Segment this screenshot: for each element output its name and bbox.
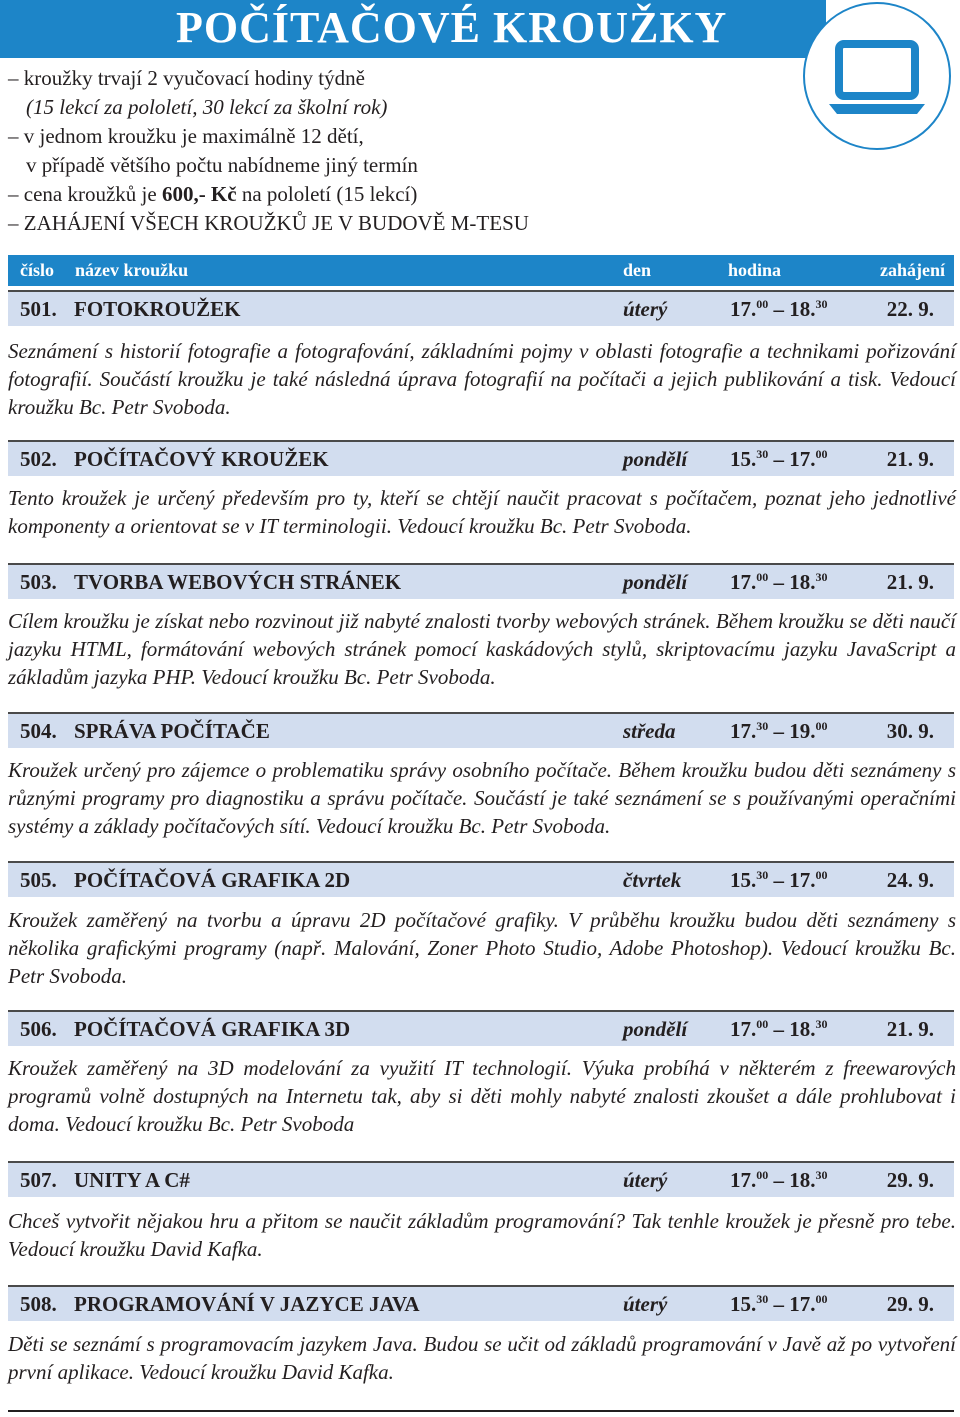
time-from-hour: 15. <box>730 447 757 471</box>
course-number: 505. <box>20 868 57 892</box>
course-description: Tento kroužek je určený především pro ty, kteří se chtějí naučit pracovat s počítačem, poznat jeho jednotlivé komponenty a orientovat se v IT terminologii. Vedoucí kroužku Bc. Petr Svoboda. <box>8 486 956 538</box>
time-to-minute: 30 <box>815 1168 828 1182</box>
time-to-minute: 00 <box>815 447 828 461</box>
logo-badge <box>803 2 951 150</box>
time-to-minute: 00 <box>815 1292 828 1306</box>
intro-line: – kroužky trvají 2 vyučovací hodiny týdně <box>8 66 365 90</box>
column-day-header: den <box>623 260 652 280</box>
course-row <box>8 1285 954 1321</box>
intro-price-value: 600,- Kč <box>161 182 237 206</box>
time-to-hour: 18. <box>789 297 816 321</box>
time-to-hour: 18. <box>789 570 816 594</box>
course-start-date: 21. 9. <box>886 447 934 471</box>
column-start-header: zahájení <box>880 260 945 280</box>
course-time: 15.30 – 17.00 <box>730 1292 828 1316</box>
time-to-hour: 19. <box>789 719 816 743</box>
time-to-minute: 30 <box>815 570 828 584</box>
course-name: POČÍTAČOVÁ GRAFIKA 3D <box>74 1017 351 1041</box>
intro-line: – v jednom kroužku je maximálně 12 dětí, <box>8 124 364 148</box>
course-name: SPRÁVA POČÍTAČE <box>74 719 270 743</box>
column-time-header: hodina <box>728 260 782 280</box>
time-to-hour: 17. <box>789 1292 816 1316</box>
course-description: Seznámení s historií fotografie a fotografování, základními pojmy v oblasti fotografie a technikami pořizování fotografií. Součástí kroužku je také následná úprava fotografií na počítači a jejich publikování a tisk. Vedoucí kroužku Bc. Petr Svoboda. <box>8 339 956 419</box>
time-to-hour: 18. <box>789 1168 816 1192</box>
time-to-hour: 17. <box>789 447 816 471</box>
course-start-date: 22. 9. <box>886 297 934 321</box>
column-number-header: číslo <box>20 260 54 280</box>
course-row <box>8 1161 954 1197</box>
course-row <box>8 1010 954 1046</box>
column-name-header: název kroužku <box>75 260 189 280</box>
course-time: 17.00 – 18.30 <box>730 1017 828 1041</box>
time-to-minute: 30 <box>815 297 828 311</box>
course-row <box>8 861 954 897</box>
course-name: POČÍTAČOVÁ GRAFIKA 2D <box>74 868 351 892</box>
time-from-minute: 30 <box>756 868 769 882</box>
time-from-minute: 30 <box>756 719 769 733</box>
intro-line: – ZAHÁJENÍ VŠECH KROUŽKŮ JE V BUDOVĚ M-TESU <box>8 211 529 235</box>
time-from-hour: 17. <box>730 1168 757 1192</box>
course-time: 17.00 – 18.30 <box>730 297 828 321</box>
course-time: 17.00 – 18.30 <box>730 570 828 594</box>
intro-line: v případě většího počtu nabídneme jiný termín <box>26 153 418 177</box>
course-name: UNITY A C# <box>74 1168 190 1192</box>
course-name: POČÍTAČOVÝ KROUŽEK <box>74 447 329 471</box>
course-name: FOTOKROUŽEK <box>74 297 241 321</box>
intro-line: (15 lekcí za pololetí, 30 lekcí za školní rok) <box>26 95 388 119</box>
time-from-hour: 15. <box>730 1292 757 1316</box>
time-from-minute: 30 <box>756 447 769 461</box>
course-description: Kroužek určený pro zájemce o problematiku správy osobního počítače. Během kroužku budou děti seznámeny s různými programy pro diagnostiku a správu počítače. Součástí je také seznámení se s používanými operačními systémy a základy počítačových sítí. Vedoucí kroužku Bc. Petr Svoboda. <box>8 758 956 838</box>
course-day: úterý <box>623 1292 668 1316</box>
course-name: TVORBA WEBOVÝCH STRÁNEK <box>74 570 402 594</box>
course-day: čtvrtek <box>623 868 682 892</box>
laptop-icon <box>805 4 949 148</box>
time-to-minute: 30 <box>815 1017 828 1031</box>
course-row <box>8 440 954 476</box>
course-description: Děti se seznámí s programovacím jazykem Java. Budou se učit od základů programování v Javě až po vytvoření první aplikace. Vedoucí kroužku David Kafka. <box>8 1332 956 1384</box>
course-time: 17.30 – 19.00 <box>730 719 828 743</box>
course-number: 503. <box>20 570 57 594</box>
course-time: 15.30 – 17.00 <box>730 868 828 892</box>
time-to-minute: 00 <box>815 719 828 733</box>
course-day: úterý <box>623 1168 668 1192</box>
course-time: 15.30 – 17.00 <box>730 447 828 471</box>
course-row <box>8 712 954 748</box>
course-number: 506. <box>20 1017 57 1041</box>
course-description: Cílem kroužku je získat nebo rozvinout již nabyté znalosti tvorby webových stránek. Během kroužku se děti naučí jazyku HTML, formátování webových stránek pomocí kaskádových stylů, skriptovacímu jazyku JavaScript a základům jazyka PHP. Vedoucí kroužku Bc. Petr Svoboda. <box>8 609 956 689</box>
time-from-hour: 15. <box>730 868 757 892</box>
table-header <box>8 255 954 286</box>
time-from-minute: 00 <box>756 1017 769 1031</box>
course-description: Kroužek zaměřený na 3D modelování za využití IT technologií. Výuka probíhá v některém z freewarových programů volně dostupných na Internetu tak, aby si děti mohly nabyté znalosti zkoušet a dále prohlubovat i doma. Vedoucí kroužku Bc. Petr Svoboda <box>8 1056 956 1136</box>
course-name: PROGRAMOVÁNÍ V JAZYCE JAVA <box>74 1292 420 1316</box>
page-title: POČÍTAČOVÉ KROUŽKY <box>176 3 728 52</box>
course-row <box>8 563 954 599</box>
course-day: pondělí <box>623 1017 688 1041</box>
course-time: 17.00 – 18.30 <box>730 1168 828 1192</box>
bottom-rule <box>8 1410 954 1412</box>
course-description: Chceš vytvořit nějakou hru a přitom se naučit základům programování? Tak tenhle kroužek je přesně pro tebe. Vedoucí kroužku David Kafka. <box>8 1209 956 1261</box>
course-number: 508. <box>20 1292 57 1316</box>
course-start-date: 24. 9. <box>886 868 934 892</box>
course-day: úterý <box>623 297 668 321</box>
course-number: 501. <box>20 297 57 321</box>
course-number: 502. <box>20 447 57 471</box>
time-from-minute: 30 <box>756 1292 769 1306</box>
time-from-minute: 00 <box>756 1168 769 1182</box>
time-from-hour: 17. <box>730 1017 757 1041</box>
course-start-date: 30. 9. <box>886 719 934 743</box>
course-start-date: 21. 9. <box>886 570 934 594</box>
course-start-date: 21. 9. <box>886 1017 934 1041</box>
course-row <box>8 290 954 326</box>
time-to-hour: 18. <box>789 1017 816 1041</box>
course-number: 507. <box>20 1168 57 1192</box>
course-description: Kroužek zaměřený na tvorbu a úpravu 2D počítačové grafiky. V průběhu kroužku budou děti seznámeny s několika grafickými programy (např. Malování, Zoner Photo Studio, Adobe Photoshop). Vedoucí kroužku Bc. Petr Svoboda. <box>8 908 956 988</box>
course-day: pondělí <box>623 447 688 471</box>
course-number: 504. <box>20 719 57 743</box>
course-day: středa <box>623 719 676 743</box>
time-from-minute: 00 <box>756 297 769 311</box>
time-from-hour: 17. <box>730 719 757 743</box>
intro-list <box>8 64 529 238</box>
time-from-hour: 17. <box>730 297 757 321</box>
time-to-hour: 17. <box>789 868 816 892</box>
intro-price-suffix: na pololetí (15 lekcí) <box>236 182 418 206</box>
intro-price-prefix: – cena kroužků je <box>8 182 162 206</box>
intro-line-price <box>8 180 529 209</box>
time-from-minute: 00 <box>756 570 769 584</box>
course-start-date: 29. 9. <box>886 1168 934 1192</box>
course-start-date: 29. 9. <box>886 1292 934 1316</box>
time-from-hour: 17. <box>730 570 757 594</box>
time-to-minute: 00 <box>815 868 828 882</box>
course-day: pondělí <box>623 570 688 594</box>
